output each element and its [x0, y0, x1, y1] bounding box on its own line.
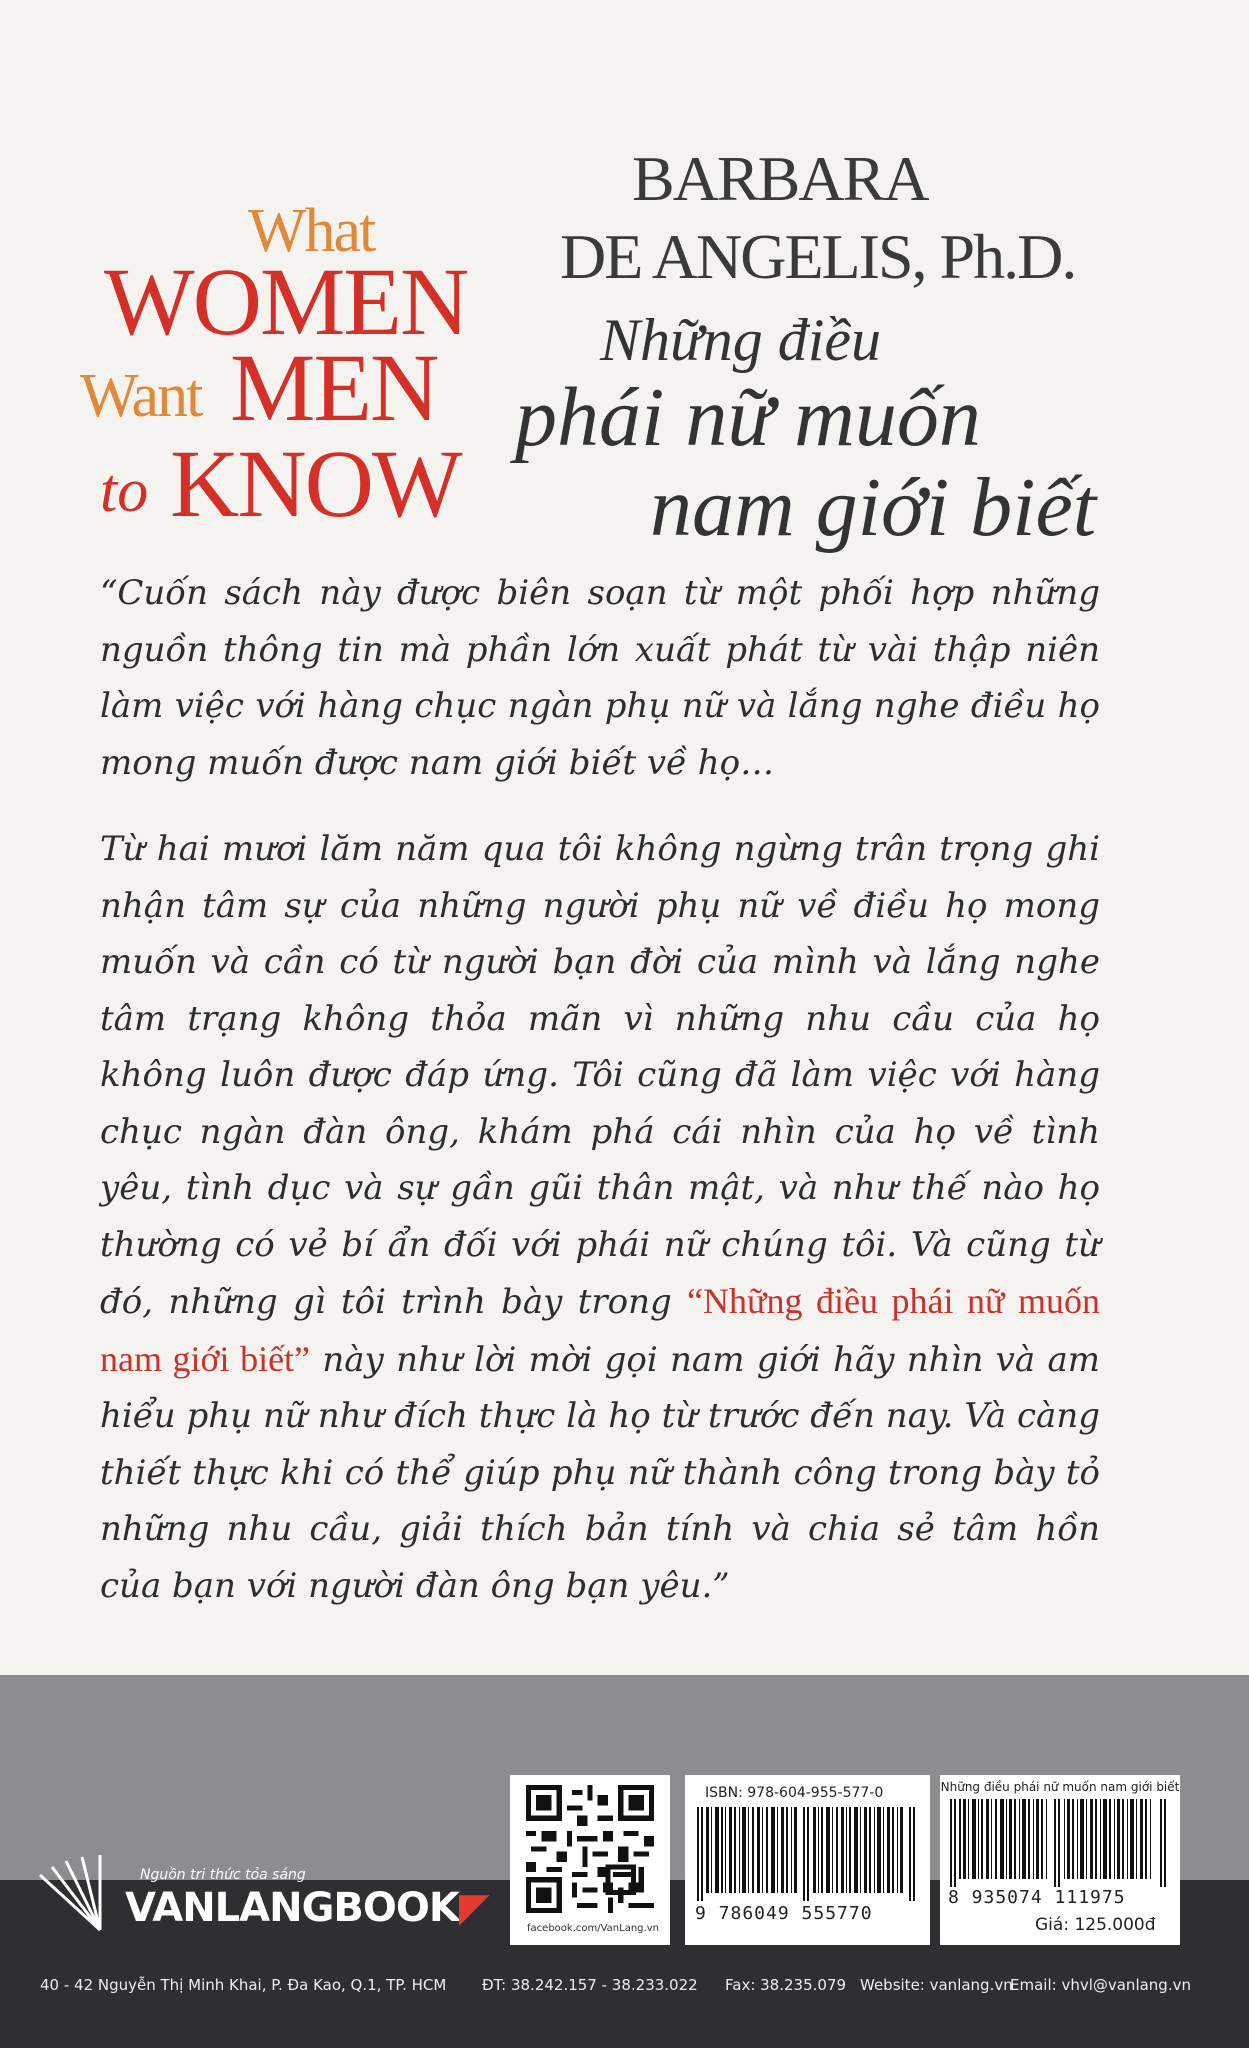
logo-word-want: Want: [80, 362, 202, 430]
logo-word-know: KNOW: [170, 430, 461, 537]
qr-caption: facebook.com/VanLang.vn: [527, 1923, 659, 1934]
isbn-label: ISBN: 978-604-955-577-0: [705, 1785, 884, 1801]
english-title-logo: [80, 197, 468, 537]
publisher-fax: Fax: 38.235.079: [725, 1976, 847, 1994]
quote-paragraph-2: [100, 821, 1100, 1614]
vn-title-line-1: Những điều: [600, 307, 882, 373]
publisher-email: Email: vhvl@vanlang.vn: [1010, 1976, 1191, 1994]
logo-word-men: MEN: [230, 334, 438, 441]
quote-paragraph-1: “Cuốn sách này được biên soạn từ một phối hợp những nguồn thông tin mà phần lớn xuất phát từ vài thập niên làm việc với hàng chục ngàn phụ nữ và lắng nghe điều họ mong muốn được nam giới biết về họ…: [100, 573, 1100, 783]
publisher-website: Website: vanlang.vn: [860, 1976, 1013, 1994]
isbn-barcode: [697, 1807, 919, 1901]
qr-code-box[interactable]: [510, 1775, 670, 1945]
vn-title-line-2: phái nữ muốn: [515, 371, 981, 464]
price-box-title: Những điều phái nữ muốn nam giới biết: [940, 1780, 1180, 1794]
brand-text: VANLANGBOOK: [125, 1885, 459, 1931]
isbn-barcode-box: [685, 1775, 930, 1945]
isbn-digits: 9 786049 555770: [695, 1903, 873, 1924]
price-label: Giá: 125.000đ: [1035, 1915, 1156, 1935]
logo-word-women: WOMEN: [104, 248, 468, 355]
logo-word-what: What: [248, 197, 375, 265]
publisher-logo: [30, 1845, 489, 1955]
publisher-brand: [125, 1885, 489, 1931]
publisher-slogan: Nguồn tri thức tỏa sáng: [140, 1867, 306, 1883]
publisher-phone: ĐT: 38.242.157 - 38.233.022: [482, 1976, 698, 1994]
publisher-address: 40 - 42 Nguyễn Thị Minh Khai, P. Đa Kao, Q.1, TP. HCM: [40, 1976, 447, 1994]
logo-word-to: to: [100, 457, 149, 525]
author-name: [560, 140, 1076, 296]
highlighted-book-title: “Những điều phái nữ muốn nam giới biết”: [100, 1281, 1100, 1379]
quote-text-after: này như lời mời gọi nam giới hãy nhìn và am hiểu phụ nữ như đích thực là họ từ trước đến nay. Và càng thiết thực khi có thể giúp phụ nữ thành công trong bày tỏ những nhu cầu, giải thích bản tính và chia sẻ tâm hồn của bạn với người đàn ông bạn yêu.”: [100, 1339, 1101, 1606]
price-barcode-digits: 8 935074 111975: [948, 1887, 1126, 1908]
vietnamese-title: [510, 307, 1150, 554]
price-barcode: [950, 1799, 1170, 1887]
price-barcode-box: [940, 1775, 1180, 1945]
quote-text-before: Từ hai mươi lăm năm qua tôi không ngừng trân trọng ghi nhận tâm sự của những người phụ nữ về điều họ mong muốn và cần có từ người bạn đời của mình và lắng nghe tâm trạng không thỏa mãn vì những nhu cầu của họ không luôn được đáp ứng. Tôi cũng đã làm việc với hàng chục ngàn đàn ông, khám phá cái nhìn của họ về tình yêu, tình dục và sự gần gũi thân mật, và như thế nào họ thường có vẻ bí ẩn đối với phái nữ chúng tôi. Và cũng từ đó, những gì tôi trình bày trong: [100, 829, 1100, 1322]
qr-code-icon: [526, 1785, 654, 1913]
brand-accent-mark: ◤: [458, 1885, 489, 1931]
author-line-2: DE ANGELIS, Ph.D.: [560, 221, 1076, 292]
vn-title-line-3: nam giới biết: [650, 461, 1097, 554]
author-line-1: BARBARA: [632, 143, 928, 214]
back-cover-quote: [100, 565, 1100, 1614]
